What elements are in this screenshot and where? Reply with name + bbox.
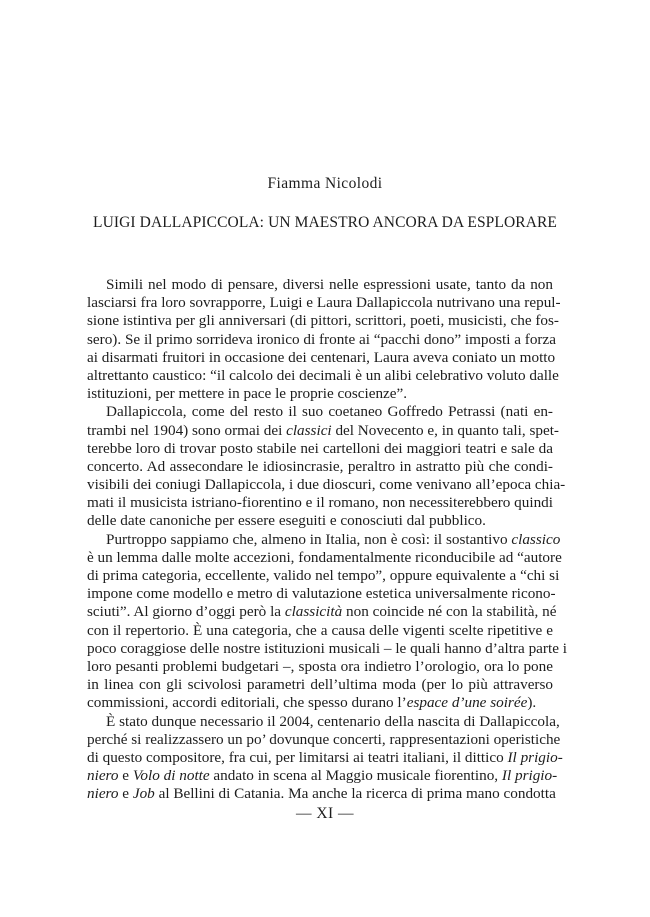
text-line: istituzioni, per mettere in pace le proprie coscienze”. [87,385,408,403]
text-line: in linea con gli scivolosi parametri dell’ultima moda (per lo più attraverso [87,676,553,694]
text-line: sione istintiva per gli anniversari (di pittori, scrittori, poeti, musicisti, che fos- [87,312,559,330]
text-span: trambi nel 1904) sono ormai dei [87,421,287,439]
body-text [87,276,567,803]
italic-title: Il prigio- [507,748,563,766]
page-number: — XI — [295,805,355,822]
text-line: Dallapiccola, come del resto il suo coetaneo Goffredo Petrassi (nati en- [106,403,553,421]
essay-title: LUIGI DALLAPICCOLA: UN MAESTRO ANCORA DA ESPLORARE [93,214,557,231]
text-line [87,748,563,767]
author-name: Fiamma Nicolodi [267,175,383,192]
text-line: terebbe loro di trovar posto stabile nei cartelloni dei maggiori teatri e sale da [87,439,553,457]
italic-word: classicità [284,603,343,621]
text-line [87,767,558,785]
text-line: delle date canoniche per essere eseguiti e conosciuti dal pubblico. [87,512,486,530]
text-line: di prima categoria, eccellente, valido nel tempo”, oppure equivalente a “chi si [87,567,560,584]
text-line: mati il musicista istriano-fiorentino e il romano, non necessiterebbero quindi [87,494,553,512]
italic-title: Job [132,785,155,803]
text-line: è un lemma dalle molte accezioni, fondamentalmente riconducibile ad “autore [87,548,562,566]
text-span: del Novecento e, in quanto tali, spet- [331,421,559,439]
italic-phrase: espace d’une soirée [406,694,528,712]
text-line [87,530,561,549]
text-line [87,785,556,803]
text-line: altrettanto caustico: “il calcolo dei decimali è un alibi celebrativo voluto dalle [87,366,559,384]
text-span: sciuti”. Al giorno d’oggi però la [87,603,285,621]
text-line [87,421,559,440]
italic-title: Volo di notte [132,767,210,785]
text-line: sero). Se il primo sorrideva ironico di fronte ai “pacchi dono” imposti a forza [87,330,556,348]
text-span: al Bellini di Catania. Ma anche la ricerca di prima mano condotta [154,785,556,803]
text-line: perché si realizzassero un po’ dovunque concerti, rappresentazioni operistiche [87,730,561,748]
text-line: loro pesanti problemi budgetari –, sposta ora indietro l’orologio, ora lo pone [87,657,553,675]
text-span: e [118,767,133,785]
text-span: ). [527,694,537,712]
text-span: di questo compositore, fra cui, per limitarsi ai teatri italiani, il dittico [87,748,508,766]
text-line: È stato dunque necessario il 2004, centenario della nascita di Dallapiccola, [106,712,560,730]
italic-word: classico [511,530,561,548]
text-span: e [118,785,133,803]
text-line: con il repertorio. È una categoria, che a causa delle vigenti scelte ripetitive e [87,621,553,639]
text-line [87,694,553,712]
text-line: ai disarmati fruitori in occasione dei centenari, Laura aveva coniato un motto [87,348,556,366]
italic-title: Il prigio- [501,767,558,785]
italic-word: classici [286,421,332,439]
text-span: non coincide né con la stabilità, né [342,603,557,621]
text-line: lasciarsi fra loro sovrapporre, Luigi e Laura Dallapiccola nutrivano una repul- [87,294,561,312]
italic-title: niero [87,767,119,785]
text-span: Purtroppo sappiamo che, almeno in Italia, non è così: il sostantivo [106,530,512,548]
text-line: poco coraggiose delle nostre istituzioni musicali – le quali hanno d’altra parte i [87,639,567,657]
text-line [87,603,557,621]
text-line: impone come modello e metro di valutazione estetica universalmente ricono- [87,585,556,603]
text-line: concerto. Ad assecondare le idiosincrasie, peraltro in astratto più che condi- [87,457,553,475]
text-span: commissioni, accordi editoriali, che spesso durano l’ [87,694,407,712]
text-span: andato in scena al Maggio musicale fiorentino, [209,767,502,785]
italic-title: niero [87,785,119,803]
text-line: visibili dei coniugi Dallapiccola, i due dioscuri, come venivano all’epoca chia- [87,476,566,494]
text-line: Simili nel modo di pensare, diversi nelle espressioni usate, tanto da non [106,276,553,293]
